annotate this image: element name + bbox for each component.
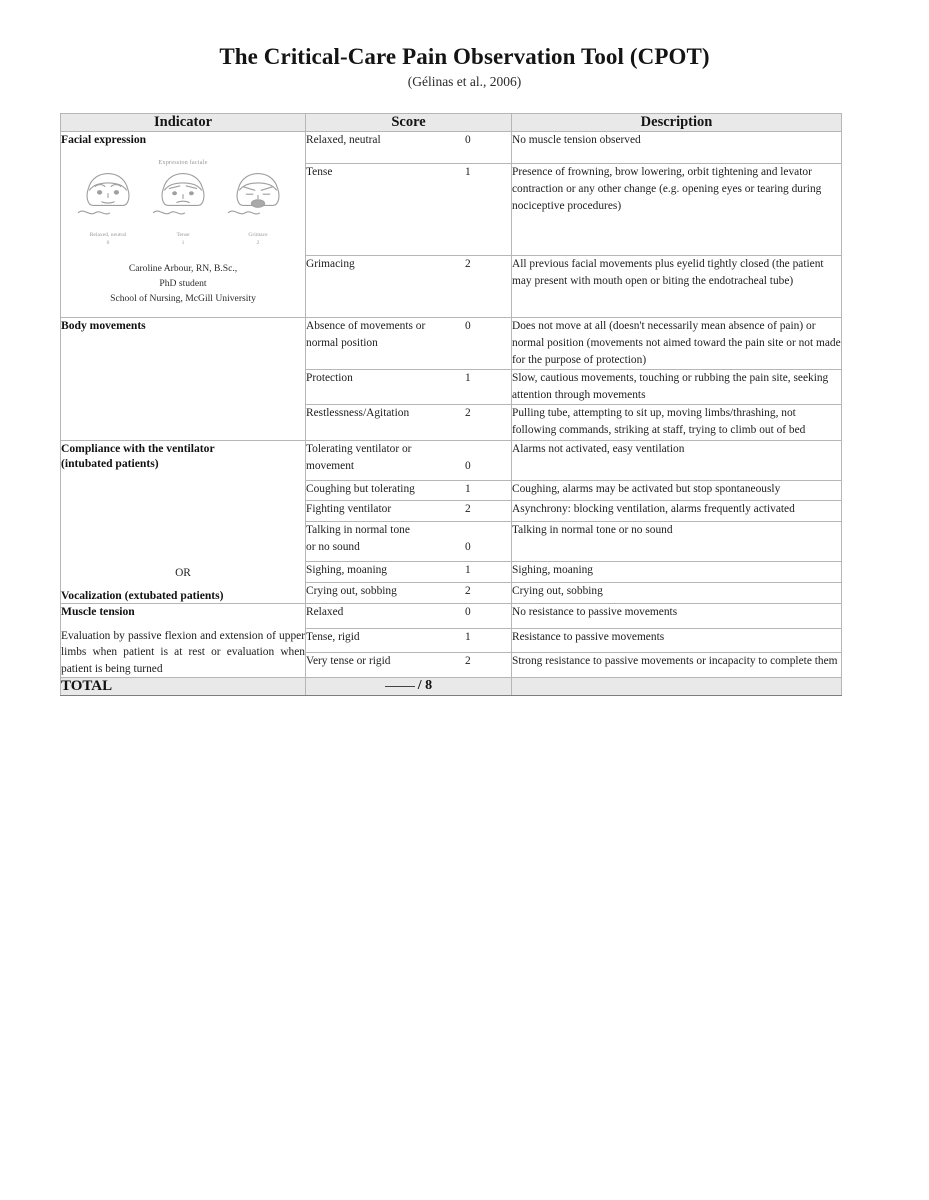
table-row-muscle-tension: [61, 603, 842, 628]
score-value: 0: [465, 541, 471, 554]
score-label: Protection: [306, 372, 353, 385]
face-score: 0: [106, 240, 110, 247]
indicator-cell-body-movements: [61, 317, 306, 440]
page-title: The Critical-Care Pain Observation Tool (CPOT): [219, 44, 710, 69]
table-row-total: [61, 678, 842, 696]
score-cell: [306, 255, 512, 317]
score-label: Very tense or rigid: [306, 655, 391, 668]
score-cell: [306, 480, 512, 501]
indicator-label: Facial expression: [61, 133, 147, 146]
total-description-cell: [512, 678, 842, 696]
description-cell: Crying out, sobbing: [512, 583, 842, 604]
face-tense-icon: [149, 168, 217, 226]
face-relaxed: [74, 168, 142, 246]
score-value: 1: [465, 564, 471, 577]
description-cell: Coughing, alarms may be activated but stop spontaneously: [512, 480, 842, 501]
description-cell: Pulling tube, attempting to sit up, moving limbs/thrashing, not following commands, striking at staff, trying to climb out of bed: [512, 405, 842, 440]
table-row-facial-expression: [61, 132, 842, 164]
illustration-credit: [76, 262, 291, 307]
description-cell: Resistance to passive movements: [512, 628, 842, 653]
score-cell: [306, 583, 512, 604]
score-value: 2: [465, 503, 471, 516]
table-row-body-movements: [61, 317, 842, 369]
score-value: 2: [465, 585, 471, 597]
score-cell: [306, 501, 512, 522]
score-label-cont: movement: [306, 459, 355, 472]
score-value: 0: [465, 134, 471, 146]
cpot-table: [60, 113, 842, 696]
description-cell: All previous facial movements plus eyelid tightly closed (the patient may present with mouth open or biting the endotracheal tube): [512, 255, 842, 317]
description-cell: Does not move at all (doesn't necessarily mean absence of pain) or normal position (movements not aimed toward the pain site or not made for the purpose of protection): [512, 317, 842, 369]
credit-line-3: School of Nursing, McGill University: [110, 292, 256, 304]
face-score: 2: [256, 240, 260, 247]
or-separator: OR: [175, 566, 191, 579]
score-value: 0: [465, 605, 471, 618]
facial-expression-illustration: [74, 159, 292, 246]
description-cell: Asynchrony: blocking ventilation, alarms frequently activated: [512, 501, 842, 522]
total-score-max: / 8: [417, 678, 433, 694]
score-label: Fighting ventilator: [306, 503, 392, 516]
column-header-score: Score: [306, 114, 512, 132]
score-cell: [306, 562, 512, 583]
score-value: 2: [465, 407, 471, 420]
face-label: Tense: [176, 232, 190, 239]
total-score-cell[interactable]: [306, 678, 512, 696]
score-value: 1: [465, 630, 471, 643]
score-value: 0: [465, 459, 471, 472]
indicator-label-line-1: Compliance with the ventilator: [61, 441, 215, 455]
indicator-cell-ventilator-vocalization: [61, 440, 306, 603]
total-score-blank[interactable]: [385, 686, 415, 687]
score-value: 1: [465, 372, 471, 385]
description-cell: Sighing, moaning: [512, 562, 842, 583]
description-cell: Alarms not activated, easy ventilation: [512, 440, 842, 480]
description-cell: No resistance to passive movements: [512, 603, 842, 628]
score-label: Grimacing: [306, 257, 355, 270]
column-header-description: Description: [512, 114, 842, 132]
score-cell: [306, 522, 512, 562]
score-label: Crying out, sobbing: [306, 585, 397, 597]
indicator-cell-muscle-tension: [61, 603, 306, 678]
illustration-caption: Expression faciale: [158, 159, 208, 167]
face-score: 1: [181, 240, 185, 247]
credit-line-1: Caroline Arbour, RN, B.Sc.,: [128, 263, 238, 275]
score-label: Tolerating ventilator or: [306, 442, 412, 455]
face-grimace-icon: [224, 168, 292, 226]
credit-line-2: PhD student: [159, 278, 207, 290]
face-grimace: [224, 168, 292, 246]
score-label: Relaxed, neutral: [306, 134, 381, 146]
score-label: Coughing but tolerating: [306, 482, 415, 495]
total-label: TOTAL: [61, 678, 306, 696]
table-body: [61, 132, 842, 696]
face-label: Relaxed, neutral: [89, 232, 127, 239]
score-label: Tense, rigid: [306, 630, 360, 643]
indicator-label-ventilator: [61, 441, 305, 471]
score-cell: [306, 653, 512, 678]
score-label: Restlessness/Agitation: [306, 407, 410, 420]
face-relaxed-icon: [74, 168, 142, 226]
table-row-compliance-ventilator: [61, 440, 842, 480]
score-label: Tense: [306, 165, 333, 178]
score-label: Absence of movements or normal position: [306, 319, 426, 349]
description-cell: No muscle tension observed: [512, 132, 842, 164]
description-cell: Presence of frowning, brow lowering, orbit tightening and levator contraction or any other change (e.g. opening eyes or tearing during nociceptive procedures): [512, 163, 842, 255]
score-cell: [306, 132, 512, 164]
description-cell: Slow, cautious movements, touching or rubbing the pain site, seeking attention through movements: [512, 370, 842, 405]
column-header-indicator: Indicator: [61, 114, 306, 132]
indicator-label-line-2: (intubated patients): [61, 456, 159, 470]
score-value: 1: [465, 165, 471, 178]
score-label: Sighing, moaning: [306, 564, 388, 577]
score-label: Talking in normal tone: [306, 524, 410, 537]
score-cell: [306, 405, 512, 440]
score-cell: [306, 163, 512, 255]
score-value: 0: [465, 319, 471, 332]
header-row: [61, 114, 842, 132]
title-block: [0, 44, 929, 90]
score-cell: [306, 370, 512, 405]
score-cell: [306, 628, 512, 653]
indicator-cell-facial-expression: [61, 132, 306, 318]
score-cell: [306, 317, 512, 369]
indicator-label: Muscle tension: [61, 604, 135, 618]
score-label: Relaxed: [306, 605, 344, 618]
score-label-cont: or no sound: [306, 541, 360, 554]
description-cell: Talking in normal tone or no sound: [512, 522, 842, 562]
score-cell: [306, 440, 512, 480]
description-cell: Strong resistance to passive movements or incapacity to complete them: [512, 653, 842, 678]
indicator-note: Evaluation by passive flexion and extension of upper limbs when patient is at rest or evaluation when patient is being turned: [61, 629, 305, 675]
score-value: 2: [465, 257, 471, 270]
score-value: 1: [465, 482, 471, 495]
face-tense: [149, 168, 217, 246]
face-label: Grimace: [248, 232, 268, 239]
score-value: 2: [465, 655, 471, 668]
score-cell: [306, 603, 512, 628]
indicator-label: Body movements: [61, 318, 146, 332]
table-header: [61, 114, 842, 132]
indicator-label-vocalization: Vocalization (extubated patients): [61, 588, 224, 602]
citation: (Gélinas et al., 2006): [407, 74, 522, 90]
